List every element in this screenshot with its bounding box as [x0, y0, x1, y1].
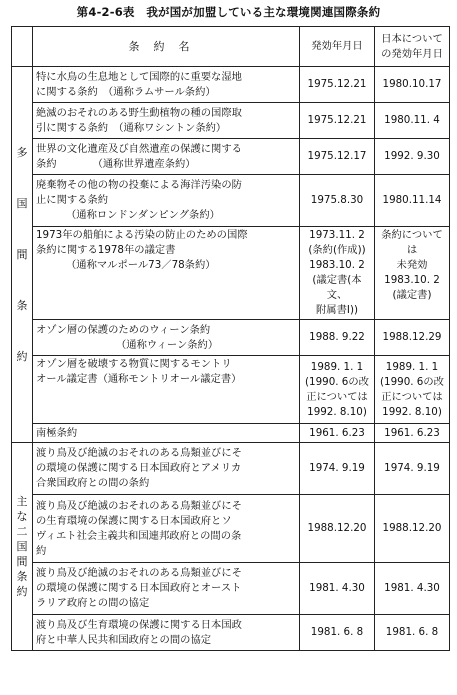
treaty-name-cell	[33, 103, 300, 139]
date-line: (条約(作成))	[308, 244, 366, 256]
treaty-name-line: （通称ウィーン条約）	[116, 338, 219, 351]
date-line: 1989. 1. 1	[310, 360, 364, 373]
date-line: 1983.10. 2	[309, 259, 365, 271]
table-row	[12, 424, 450, 443]
treaty-name-header: 条約名	[33, 27, 300, 67]
table-row	[12, 615, 450, 651]
treaty-name-line: 廃棄物その他の物の投棄による海洋汚染の防	[36, 179, 242, 191]
effective-date-cell	[300, 356, 375, 424]
table-row	[12, 495, 450, 563]
treaty-name-line: 府と中華人民共和国政府との間の協定	[36, 633, 212, 646]
treaty-name-line: 合衆国政府との間の条約	[36, 477, 150, 489]
japan-header-line-1: 日本について	[381, 32, 443, 45]
category-char: 国	[16, 197, 28, 210]
category-char: 二	[16, 525, 28, 538]
japan-effective-date-header	[375, 27, 450, 67]
date-line: (1990. 6の改	[380, 375, 444, 388]
date-line: 1989. 1. 1	[385, 360, 439, 373]
treaty-name-line: オゾン層の保護のためのウィーン条約	[36, 323, 211, 336]
category-multilateral	[12, 67, 33, 443]
treaty-name-cell	[33, 227, 300, 320]
japan-date-cell: 1980.10.17	[375, 67, 450, 103]
date-line: 未発効	[396, 259, 428, 271]
treaty-name-line: 1973年の船舶による汚染の防止のための国際	[36, 229, 248, 241]
effective-date-cell: 1974. 9.19	[300, 443, 375, 495]
category-char: な	[16, 510, 28, 523]
category-char: 条	[16, 299, 28, 312]
table-row	[12, 320, 450, 356]
japan-date-cell: 1992. 9.30	[375, 139, 450, 175]
category-char: 約	[16, 350, 28, 363]
effective-date-cell: 1975.12.21	[300, 103, 375, 139]
category-char: 多	[16, 146, 28, 159]
treaty-name-line: 渡り鳥及び絶滅のおそれのある鳥類並びにそ	[36, 499, 242, 512]
japan-date-cell: 1988.12.20	[375, 495, 450, 563]
effective-date-cell	[300, 227, 375, 320]
treaty-name-line: 絶滅のおそれのある野生動植物の種の国際取	[36, 106, 242, 119]
treaty-name-cell	[33, 495, 300, 563]
date-line: 1983.10. 2	[384, 274, 440, 286]
table-row	[12, 139, 450, 175]
japan-date-cell: 1988.12.29	[375, 320, 450, 356]
date-line: 正については	[306, 390, 368, 403]
category-bilateral	[12, 443, 33, 651]
table-row	[12, 67, 450, 103]
treaty-name-cell	[33, 443, 300, 495]
treaty-name-line: の環境の保護に関する日本国政府とアメリカ	[36, 462, 242, 474]
japan-date-cell: 1981. 4.30	[375, 563, 450, 615]
treaty-name-line: の環境の保護に関する日本国政府とオースト	[36, 582, 242, 594]
japan-date-cell	[375, 227, 450, 320]
treaty-name-line: 条約 （通称世界遺産条約）	[36, 157, 196, 170]
treaty-name-cell	[33, 67, 300, 103]
effective-date-header: 発効年月日	[300, 27, 375, 67]
effective-date-cell: 1961. 6.23	[300, 424, 375, 443]
treaty-name-line: 条約に関する1978年の議定書	[36, 244, 176, 256]
table-row	[12, 443, 450, 495]
table-row	[12, 175, 450, 227]
effective-date-cell: 1975.12.17	[300, 139, 375, 175]
treaty-table	[11, 26, 450, 651]
date-line: 正については	[381, 390, 443, 403]
table-row	[12, 563, 450, 615]
date-line: 附属書Ⅰ))	[316, 304, 358, 316]
treaty-name-line: 約	[36, 544, 47, 557]
treaty-name-line: 渡り鳥及び生育環境の保護に関する日本国政	[36, 618, 242, 631]
category-char: 主	[16, 495, 28, 508]
japan-date-cell: 1980.11.14	[375, 175, 450, 227]
treaty-name-cell	[33, 320, 300, 356]
japan-date-cell: 1961. 6.23	[375, 424, 450, 443]
treaty-name-line: 特に水鳥の生息地として国際的に重要な湿地	[36, 70, 242, 83]
table-row	[12, 103, 450, 139]
treaty-name-line: 引に関する条約 （通称ワシントン条約）	[36, 121, 227, 134]
table-row	[12, 356, 450, 424]
effective-date-cell: 1981. 6. 8	[300, 615, 375, 651]
date-line: 1992. 8.10)	[307, 405, 367, 418]
category-char: 条	[16, 570, 28, 583]
japan-header-line-2: の発効年月日	[381, 47, 443, 60]
treaty-name-line: ラリア政府との間の協定	[36, 597, 150, 609]
date-line: (議定書)	[392, 289, 432, 301]
date-line: 1973.11. 2	[309, 229, 365, 241]
treaty-name-line: （通称マルポール73／78条約）	[66, 259, 216, 271]
effective-date-cell: 1975.8.30	[300, 175, 375, 227]
treaty-name-line: オール議定書（通称モントリオール議定書）	[36, 373, 242, 385]
date-line: (1990. 6の改	[305, 375, 369, 388]
treaty-name-line: の生育環境の保護に関する日本国政府とソ	[36, 514, 232, 527]
treaty-name-line: 渡り鳥及び絶滅のおそれのある鳥類並びにそ	[36, 567, 242, 579]
category-char: 間	[16, 248, 28, 261]
treaty-name-line: 渡り鳥及び絶滅のおそれのある鳥類並びにそ	[36, 447, 242, 459]
treaty-name-line: 世界の文化遺産及び自然遺産の保護に関する	[36, 142, 242, 155]
treaty-name-cell	[33, 175, 300, 227]
treaty-name-line: 南極条約	[36, 426, 78, 439]
japan-date-cell: 1981. 6. 8	[375, 615, 450, 651]
japan-date-cell: 1980.11. 4	[375, 103, 450, 139]
treaty-name-cell	[33, 139, 300, 175]
date-line: 条約については	[381, 229, 443, 256]
effective-date-cell: 1981. 4.30	[300, 563, 375, 615]
treaty-name-line: ヴィエト社会主義共和国連邦政府との間の条	[36, 529, 242, 542]
japan-date-cell	[375, 356, 450, 424]
effective-date-cell: 1975.12.21	[300, 67, 375, 103]
treaty-name-cell	[33, 563, 300, 615]
treaty-name-line: に関する条約 （通称ラムサール条約）	[36, 85, 216, 98]
header-row	[12, 27, 450, 67]
category-char: 約	[16, 585, 28, 598]
treaty-name-line: 止に関する条約	[36, 194, 109, 206]
treaty-name-cell	[33, 424, 300, 443]
table-title: 第4-2-6表 我が国が加盟している主な環境関連国際条約	[76, 5, 381, 19]
effective-date-cell: 1988.12.20	[300, 495, 375, 563]
date-line: (議定書(本文、	[312, 274, 362, 301]
treaty-name-cell	[33, 615, 300, 651]
category-char: 国	[16, 540, 28, 553]
date-line: 1992. 8.10)	[382, 405, 442, 418]
treaty-name-line: オゾン層を破壊する物質に関するモントリ	[36, 358, 232, 370]
category-header-cell	[12, 27, 33, 67]
table-row	[12, 227, 450, 320]
treaty-name-line: （通称ロンドンダンピング条約）	[66, 209, 220, 221]
effective-date-cell: 1988. 9.22	[300, 320, 375, 356]
japan-date-cell: 1974. 9.19	[375, 443, 450, 495]
treaty-name-cell	[33, 356, 300, 424]
category-char: 間	[16, 555, 28, 568]
